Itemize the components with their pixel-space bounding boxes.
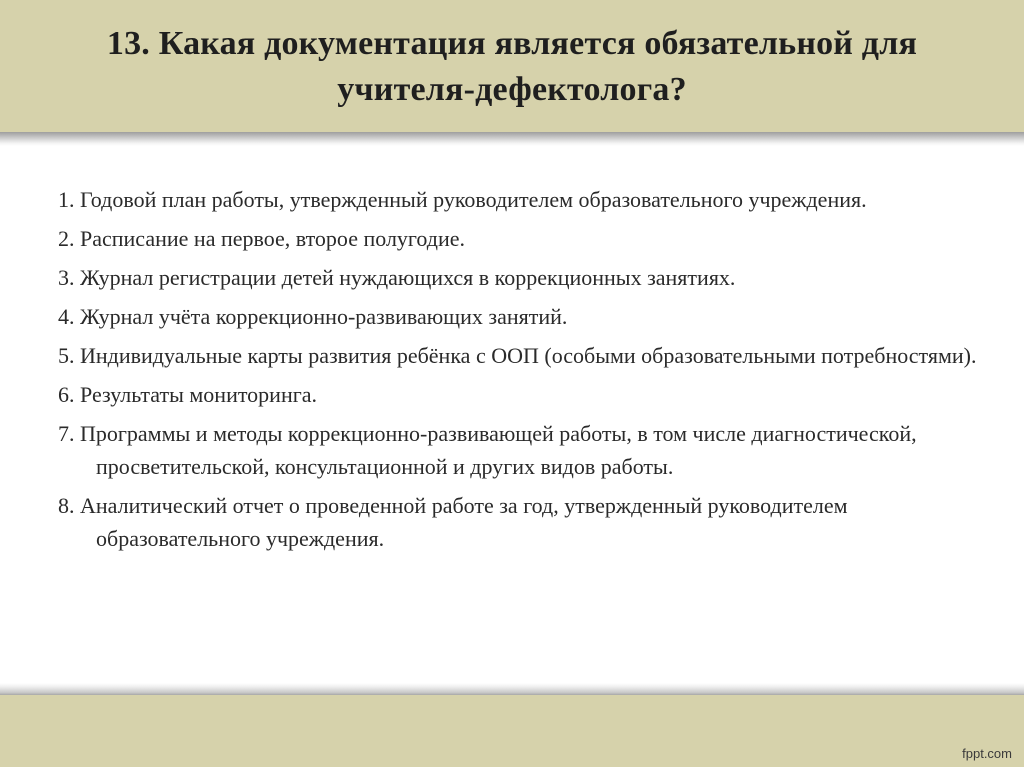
list-item — [58, 222, 978, 255]
slide-title: 13. Какая документация является обязательной для учителя-дефектолога? — [106, 25, 918, 108]
list-item-number: 5. — [58, 343, 75, 368]
list-item-text: Годовой план работы, утвержденный руководителем образовательного учреждения. — [80, 187, 867, 212]
list-item-number: 8. — [58, 493, 75, 518]
list-item-text: Расписание на первое, второе полугодие. — [80, 226, 465, 251]
header-shadow — [0, 132, 1024, 146]
footer-shadow — [0, 683, 1024, 695]
watermark-text: fppt.com — [962, 746, 1012, 761]
list-item-text: Журнал регистрации детей нуждающихся в коррекционных занятиях. — [80, 265, 736, 290]
list-item — [58, 378, 978, 411]
list-item — [58, 300, 978, 333]
list-item — [58, 261, 978, 294]
list-item — [58, 183, 978, 216]
list-item — [58, 489, 978, 555]
footer-band — [0, 695, 1024, 767]
list-item-number: 2. — [58, 226, 75, 251]
list-item-number: 7. — [58, 421, 75, 446]
header-band — [0, 0, 1024, 132]
list-item-number: 4. — [58, 304, 75, 329]
list-item-text: Аналитический отчет о проведенной работе за год, утвержденный руководителем образовательного учреждения. — [80, 493, 848, 551]
list-item-number: 1. — [58, 187, 75, 212]
list-item — [58, 339, 978, 372]
list-item — [58, 417, 978, 483]
list-item-number: 6. — [58, 382, 75, 407]
list-item-text: Индивидуальные карты развития ребёнка с ООП (особыми образовательными потребностями). — [80, 343, 977, 368]
list-item-text: Программы и методы коррекционно-развивающей работы, в том числе диагностической, просветительской, консультационной и других видов работы. — [80, 421, 917, 479]
list-item-text: Журнал учёта коррекционно-развивающих занятий. — [80, 304, 568, 329]
list-item-text: Результаты мониторинга. — [80, 382, 318, 407]
documentation-list — [58, 183, 978, 561]
list-item-number: 3. — [58, 265, 75, 290]
